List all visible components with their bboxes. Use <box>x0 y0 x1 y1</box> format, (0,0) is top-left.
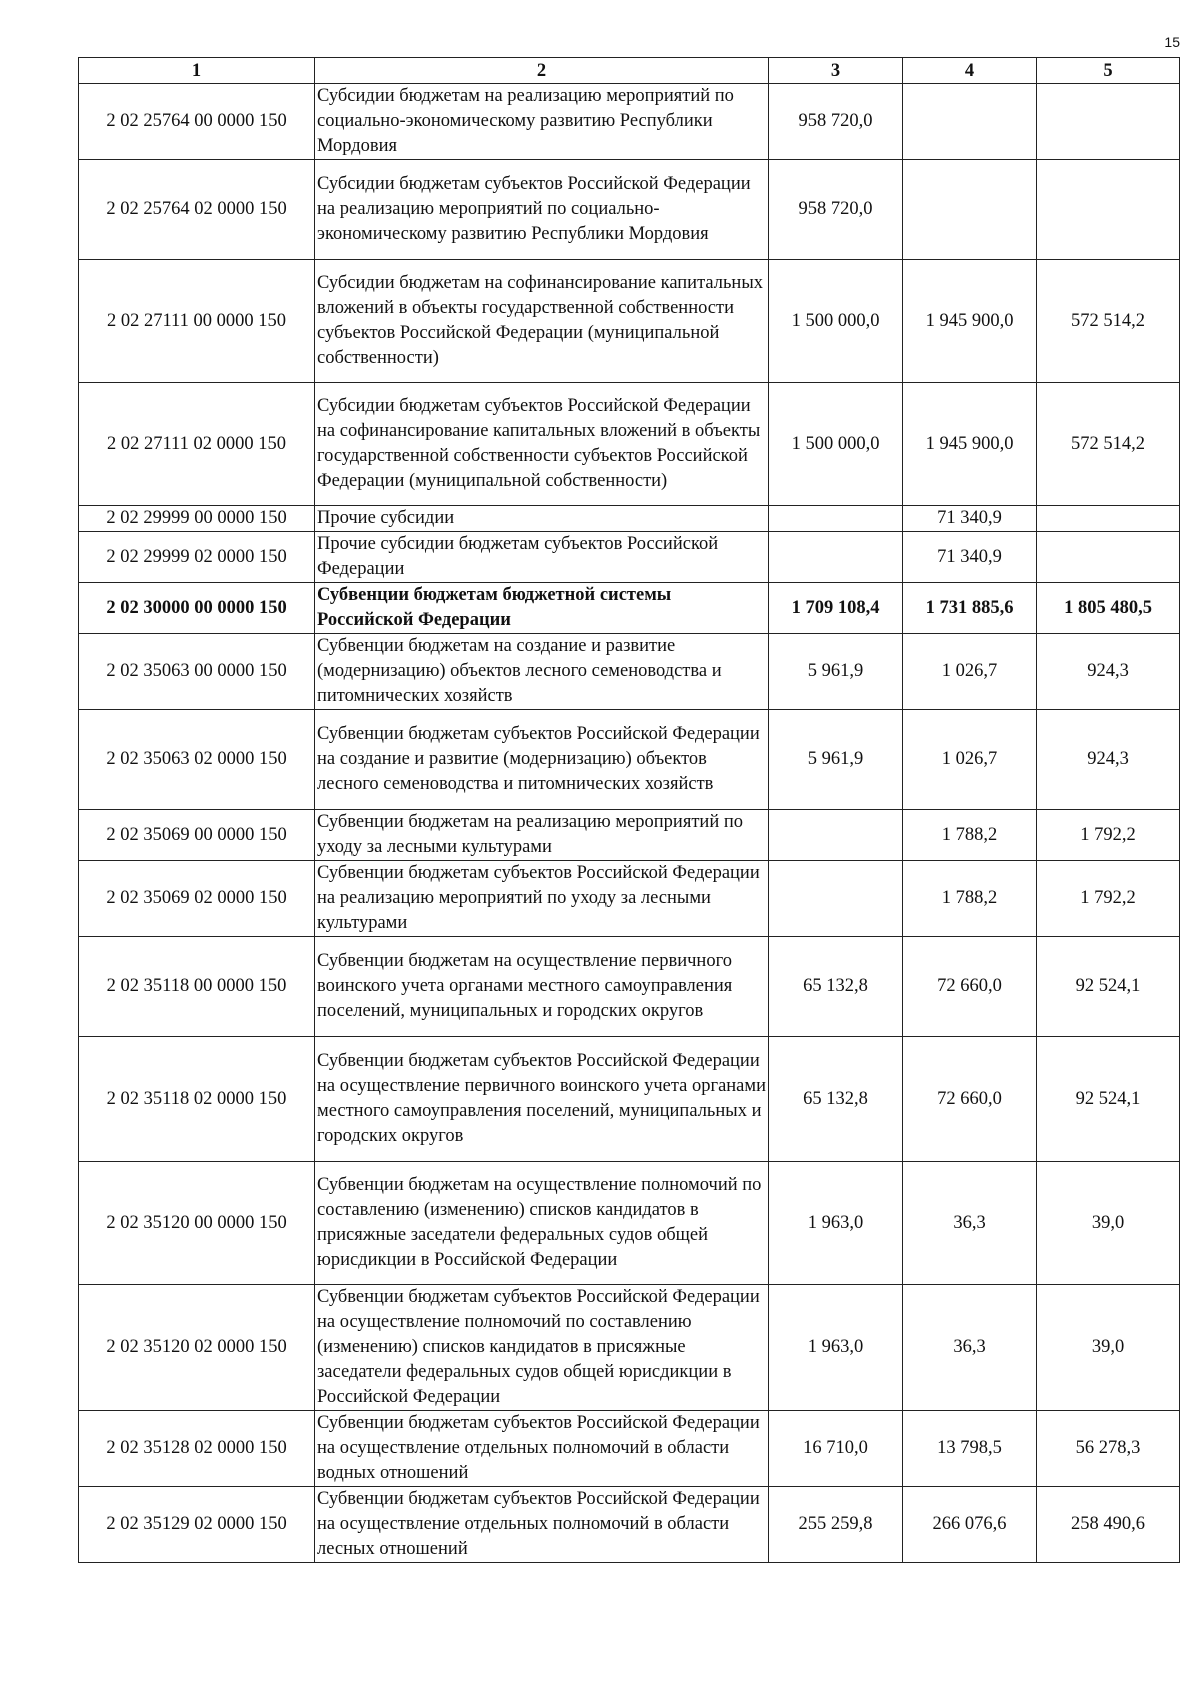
row-code: 2 02 35069 00 0000 150 <box>79 810 315 861</box>
row-code: 2 02 35120 02 0000 150 <box>79 1285 315 1411</box>
row-name: Субвенции бюджетам субъектов Российской Федерации на осуществление отдельных полномочий в области лесных отношений <box>315 1487 769 1563</box>
row-value-4: 1 788,2 <box>903 861 1037 937</box>
row-value-3: 958 720,0 <box>769 160 903 260</box>
row-value-5 <box>1037 160 1180 260</box>
column-header-5: 5 <box>1037 58 1180 84</box>
row-code: 2 02 29999 02 0000 150 <box>79 532 315 583</box>
row-name: Прочие субсидии бюджетам субъектов Российской Федерации <box>315 532 769 583</box>
table-row <box>79 810 1180 861</box>
table-row <box>79 84 1180 160</box>
row-code: 2 02 35129 02 0000 150 <box>79 1487 315 1563</box>
row-value-5: 572 514,2 <box>1037 260 1180 383</box>
table-row <box>79 634 1180 710</box>
row-value-4 <box>903 84 1037 160</box>
page-number: 15 <box>1164 34 1180 50</box>
table-row <box>79 1285 1180 1411</box>
row-value-5: 39,0 <box>1037 1285 1180 1411</box>
row-value-5: 924,3 <box>1037 710 1180 810</box>
row-name: Субвенции бюджетам субъектов Российской Федерации на осуществление первичного воинского учета органами местного самоуправления поселений, муниципальных и городских округов <box>315 1037 769 1162</box>
row-value-5: 92 524,1 <box>1037 937 1180 1037</box>
budget-table <box>78 57 1180 1563</box>
row-name: Субвенции бюджетам субъектов Российской Федерации на осуществление отдельных полномочий в области водных отношений <box>315 1411 769 1487</box>
row-code: 2 02 27111 02 0000 150 <box>79 383 315 506</box>
row-name: Субвенции бюджетам на реализацию мероприятий по уходу за лесными культурами <box>315 810 769 861</box>
row-value-4 <box>903 160 1037 260</box>
row-value-5 <box>1037 532 1180 583</box>
row-value-4: 1 026,7 <box>903 634 1037 710</box>
row-value-4: 1 945 900,0 <box>903 383 1037 506</box>
row-value-5: 1 792,2 <box>1037 861 1180 937</box>
table-row <box>79 1411 1180 1487</box>
row-value-4: 13 798,5 <box>903 1411 1037 1487</box>
table-row <box>79 1162 1180 1285</box>
row-value-4: 1 788,2 <box>903 810 1037 861</box>
row-value-4: 36,3 <box>903 1285 1037 1411</box>
row-value-3: 958 720,0 <box>769 84 903 160</box>
row-code: 2 02 29999 00 0000 150 <box>79 506 315 532</box>
row-value-4: 1 026,7 <box>903 710 1037 810</box>
row-value-5: 572 514,2 <box>1037 383 1180 506</box>
row-code: 2 02 25764 02 0000 150 <box>79 160 315 260</box>
row-name: Субвенции бюджетам на осуществление полномочий по составлению (изменению) списков кандидатов в присяжные заседатели федеральных судов общей юрисдикции в Российской Федерации <box>315 1162 769 1285</box>
column-header-3: 3 <box>769 58 903 84</box>
row-value-3: 65 132,8 <box>769 937 903 1037</box>
row-code: 2 02 35118 02 0000 150 <box>79 1037 315 1162</box>
table-row <box>79 710 1180 810</box>
table-row <box>79 1487 1180 1563</box>
row-name: Субсидии бюджетам на софинансирование капитальных вложений в объекты государственной собственности субъектов Российской Федерации (муниципальной собственности) <box>315 260 769 383</box>
row-value-3: 1 963,0 <box>769 1285 903 1411</box>
row-name: Субвенции бюджетам субъектов Российской Федерации на реализацию мероприятий по уходу за лесными культурами <box>315 861 769 937</box>
row-value-4: 36,3 <box>903 1162 1037 1285</box>
row-code: 2 02 30000 00 0000 150 <box>79 583 315 634</box>
row-value-5 <box>1037 84 1180 160</box>
row-name: Субвенции бюджетам субъектов Российской Федерации на создание и развитие (модернизацию) объектов лесного семеноводства и питомнических хозяйств <box>315 710 769 810</box>
row-value-5: 1 792,2 <box>1037 810 1180 861</box>
row-name: Субвенции бюджетам на создание и развитие (модернизацию) объектов лесного семеноводства и питомнических хозяйств <box>315 634 769 710</box>
column-header-1: 1 <box>79 58 315 84</box>
table-row <box>79 383 1180 506</box>
row-name: Субвенции бюджетам субъектов Российской Федерации на осуществление полномочий по составлению (изменению) списков кандидатов в присяжные заседатели федеральных судов общей юрисдикции в Российской Федерации <box>315 1285 769 1411</box>
row-name: Субсидии бюджетам на реализацию мероприятий по социально-экономическому развитию Республики Мордовия <box>315 84 769 160</box>
row-value-4: 72 660,0 <box>903 1037 1037 1162</box>
row-code: 2 02 25764 00 0000 150 <box>79 84 315 160</box>
row-name: Субсидии бюджетам субъектов Российской Федерации на реализацию мероприятий по социально-экономическому развитию Республики Мордовия <box>315 160 769 260</box>
column-header-4: 4 <box>903 58 1037 84</box>
row-value-3: 5 961,9 <box>769 634 903 710</box>
row-value-3: 16 710,0 <box>769 1411 903 1487</box>
row-name: Субвенции бюджетам на осуществление первичного воинского учета органами местного самоуправления поселений, муниципальных и городских округов <box>315 937 769 1037</box>
row-value-3: 1 963,0 <box>769 1162 903 1285</box>
table-row <box>79 532 1180 583</box>
row-value-3: 255 259,8 <box>769 1487 903 1563</box>
row-value-3 <box>769 506 903 532</box>
row-value-5: 56 278,3 <box>1037 1411 1180 1487</box>
row-value-4: 1 731 885,6 <box>903 583 1037 634</box>
row-code: 2 02 27111 00 0000 150 <box>79 260 315 383</box>
row-value-3 <box>769 861 903 937</box>
row-value-5 <box>1037 506 1180 532</box>
row-value-4: 266 076,6 <box>903 1487 1037 1563</box>
row-code: 2 02 35118 00 0000 150 <box>79 937 315 1037</box>
row-value-5: 92 524,1 <box>1037 1037 1180 1162</box>
row-name: Субсидии бюджетам субъектов Российской Федерации на софинансирование капитальных вложений в объекты государственной собственности субъектов Российской Федерации (муниципальной собственности) <box>315 383 769 506</box>
row-value-3 <box>769 532 903 583</box>
row-value-4: 71 340,9 <box>903 506 1037 532</box>
table-row <box>79 861 1180 937</box>
row-name: Субвенции бюджетам бюджетной системы Российской Федерации <box>315 583 769 634</box>
row-code: 2 02 35128 02 0000 150 <box>79 1411 315 1487</box>
table-row-total <box>79 583 1180 634</box>
row-value-3: 65 132,8 <box>769 1037 903 1162</box>
header-row <box>79 58 1180 84</box>
table-row <box>79 506 1180 532</box>
column-header-2: 2 <box>315 58 769 84</box>
row-value-4: 71 340,9 <box>903 532 1037 583</box>
row-value-3: 5 961,9 <box>769 710 903 810</box>
row-value-3 <box>769 810 903 861</box>
row-code: 2 02 35063 00 0000 150 <box>79 634 315 710</box>
table-row <box>79 1037 1180 1162</box>
table-row <box>79 160 1180 260</box>
table-row <box>79 260 1180 383</box>
table-row <box>79 937 1180 1037</box>
row-value-5: 924,3 <box>1037 634 1180 710</box>
row-value-3: 1 500 000,0 <box>769 260 903 383</box>
row-value-4: 1 945 900,0 <box>903 260 1037 383</box>
row-value-3: 1 709 108,4 <box>769 583 903 634</box>
row-value-5: 1 805 480,5 <box>1037 583 1180 634</box>
row-code: 2 02 35063 02 0000 150 <box>79 710 315 810</box>
row-value-5: 39,0 <box>1037 1162 1180 1285</box>
row-value-5: 258 490,6 <box>1037 1487 1180 1563</box>
row-name: Прочие субсидии <box>315 506 769 532</box>
row-code: 2 02 35120 00 0000 150 <box>79 1162 315 1285</box>
row-value-4: 72 660,0 <box>903 937 1037 1037</box>
row-code: 2 02 35069 02 0000 150 <box>79 861 315 937</box>
row-value-3: 1 500 000,0 <box>769 383 903 506</box>
